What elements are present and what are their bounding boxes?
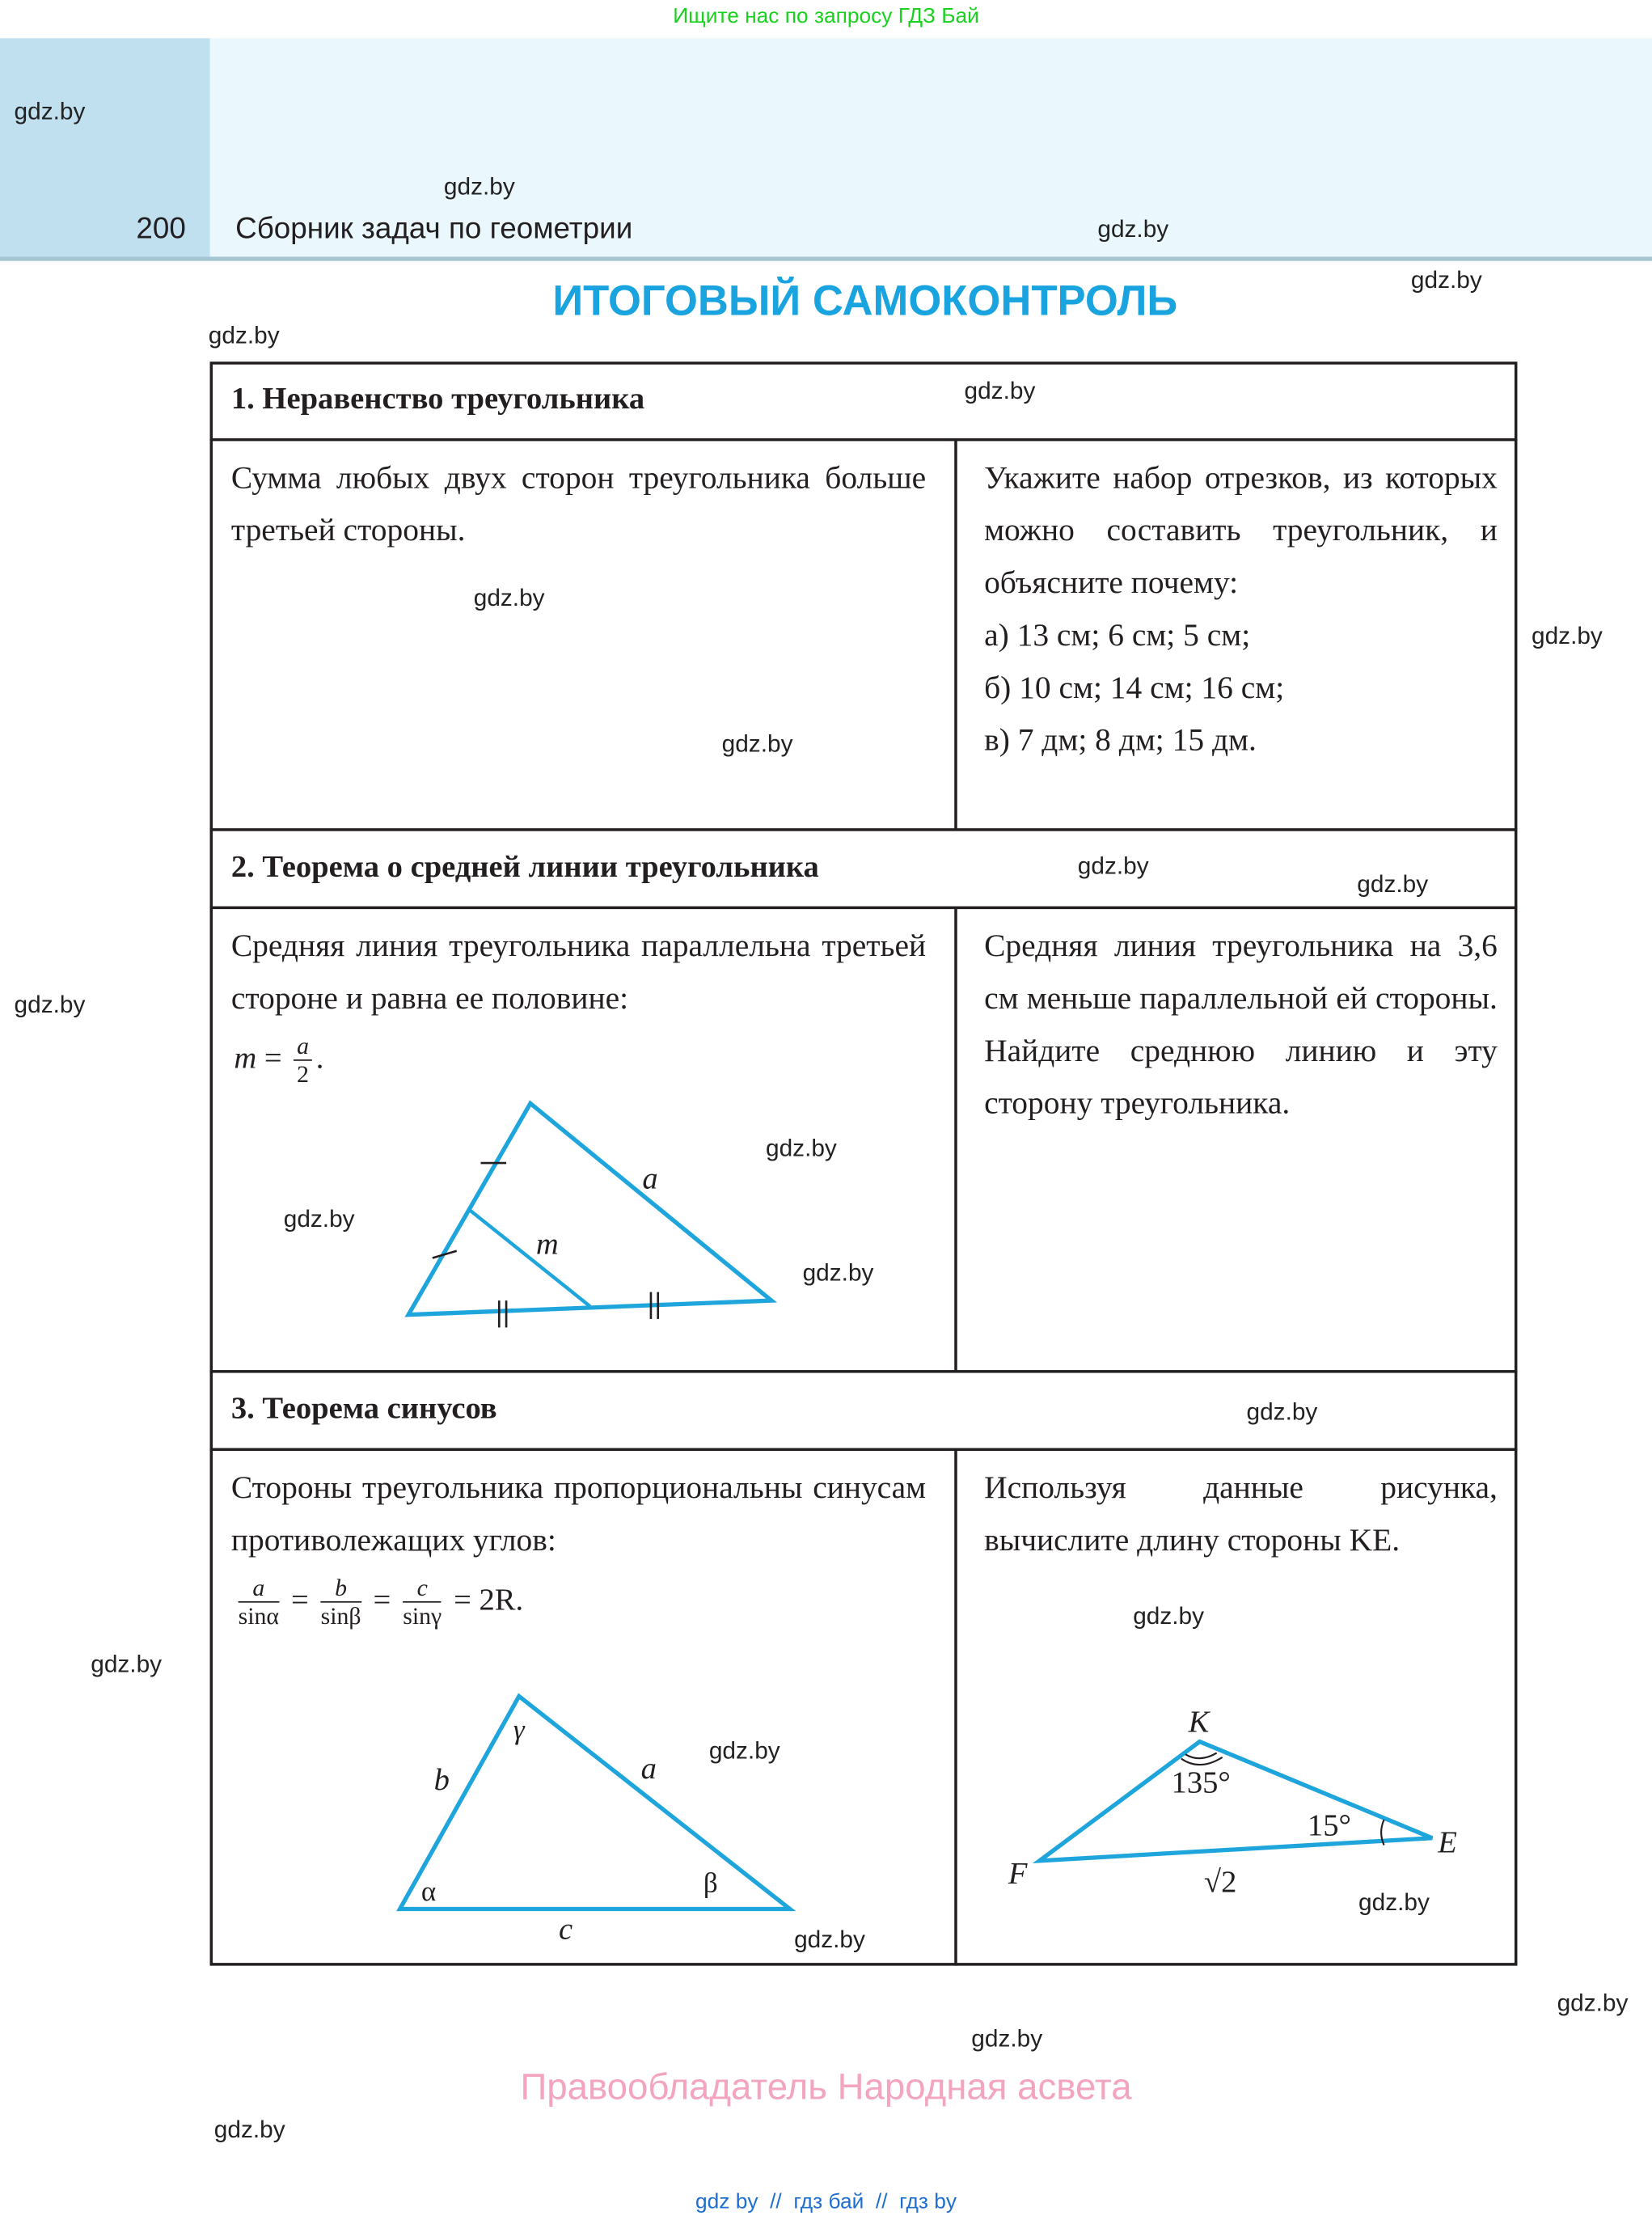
watermark: gdz.by	[1357, 870, 1429, 898]
task-text: Используя данные рисунка, вычислите длину стороны KE.	[984, 1469, 1498, 1558]
section-title: 2. Теорема о средней линии треугольника	[230, 848, 819, 884]
formula-eq: =	[264, 1039, 282, 1076]
watermark: gdz.by	[14, 98, 86, 125]
watermark: gdz.by	[91, 1651, 163, 1678]
task-text: Средняя линия треугольника на 3,6 см меньше параллельной ей стороны. Найдите среднюю линию и эту сторону треугольника.	[984, 927, 1498, 1121]
label-F: F	[1008, 1856, 1028, 1891]
watermark: gdz.by	[1133, 1602, 1205, 1630]
formula-denominator: 2	[297, 1061, 309, 1089]
watermark: gdz.by	[721, 730, 793, 758]
label-K: K	[1188, 1705, 1210, 1740]
label-a: a	[640, 1752, 657, 1786]
watermark: gdz.by	[283, 1205, 355, 1233]
watermark: gdz.by	[213, 2116, 285, 2143]
page-title: ИТОГОВЫЙ САМОКОНТРОЛЬ	[552, 277, 1178, 325]
bottom-links[interactable]: gdz by // гдз бай // гдз by	[695, 2189, 957, 2214]
formula-eq: =	[373, 1581, 391, 1617]
formula-denominator: sinγ	[403, 1603, 442, 1630]
watermark: gdz.by	[708, 1737, 780, 1765]
formula-end: .	[315, 1039, 324, 1076]
angle-K: 135°	[1171, 1765, 1231, 1800]
section-title: 3. Теорема синусов	[230, 1389, 497, 1426]
watermark: gdz.by	[964, 377, 1036, 404]
watermark: gdz.by	[765, 1134, 837, 1162]
task-text: Укажите набор отрезков, из которых можно составить треугольник, и объясните почему:	[984, 459, 1498, 600]
search-hint: Ищите нас по запросу ГДЗ Бай	[673, 4, 979, 29]
section-title: 1. Неравенство треугольника	[230, 379, 645, 416]
copyright-footer: Правообладатель Народная асвета	[520, 2065, 1132, 2108]
task-option: в) 7 дм; 8 дм; 15 дм.	[984, 721, 1257, 758]
book-title: Сборник задач по геометрии	[235, 213, 633, 246]
watermark: gdz.by	[1077, 852, 1149, 880]
watermark: gdz.by	[1410, 266, 1482, 294]
formula-denominator: sinα	[238, 1603, 280, 1630]
watermark: gdz.by	[443, 172, 515, 201]
midline	[469, 1210, 589, 1306]
formula-numerator: a	[239, 1575, 279, 1603]
watermark: gdz.by	[1557, 1989, 1629, 2017]
theory-text: Средняя линия треугольника параллельна третьей стороне и равна ее половине:	[230, 927, 927, 1016]
label-E: E	[1438, 1825, 1457, 1860]
side-FE: √2	[1203, 1865, 1237, 1900]
formula-numerator: c	[403, 1575, 442, 1603]
watermark: gdz.by	[971, 2025, 1043, 2053]
task-triangle-figure	[1039, 1742, 1432, 1861]
label-beta: β	[703, 1867, 718, 1899]
sine-triangle-figure	[400, 1696, 790, 1909]
angle-E: 15°	[1307, 1808, 1351, 1843]
midline-triangle-figure	[408, 1103, 771, 1327]
watermark: gdz.by	[794, 1926, 865, 1953]
formula-rhs: = 2R.	[454, 1581, 524, 1617]
formula-lhs: m	[234, 1039, 257, 1076]
triangle	[1039, 1742, 1432, 1861]
theory-text: Стороны треугольника пропорциональны синусам противолежащих углов:	[230, 1469, 927, 1558]
label-alpha: α	[420, 1875, 437, 1907]
watermark: gdz.by	[1358, 1888, 1430, 1917]
formula-numerator: a	[294, 1033, 312, 1061]
label-m: m	[535, 1227, 559, 1262]
watermark: gdz.by	[1246, 1398, 1318, 1426]
watermark: gdz.by	[802, 1259, 874, 1287]
label-gamma: γ	[513, 1714, 525, 1746]
triangle	[400, 1696, 790, 1909]
watermark: gdz.by	[1097, 215, 1169, 243]
label-a: a	[642, 1161, 658, 1196]
formula-eq: =	[290, 1581, 309, 1617]
label-b: b	[433, 1763, 450, 1798]
watermark: gdz.by	[208, 322, 280, 349]
triangle	[408, 1103, 771, 1314]
formula-denominator: sinβ	[320, 1603, 361, 1630]
task-option: б) 10 см; 14 см; 16 см;	[984, 669, 1285, 705]
label-c: c	[558, 1912, 573, 1947]
theory-text: Сумма любых двух сторон треугольника больше третьей стороны.	[230, 459, 927, 548]
page-number: 200	[136, 213, 186, 246]
watermark: gdz.by	[14, 991, 86, 1019]
watermark: gdz.by	[1531, 622, 1603, 650]
formula-numerator: b	[321, 1575, 361, 1603]
task-option: а) 13 см; 6 см; 5 см;	[984, 616, 1251, 653]
watermark: gdz.by	[473, 584, 545, 611]
